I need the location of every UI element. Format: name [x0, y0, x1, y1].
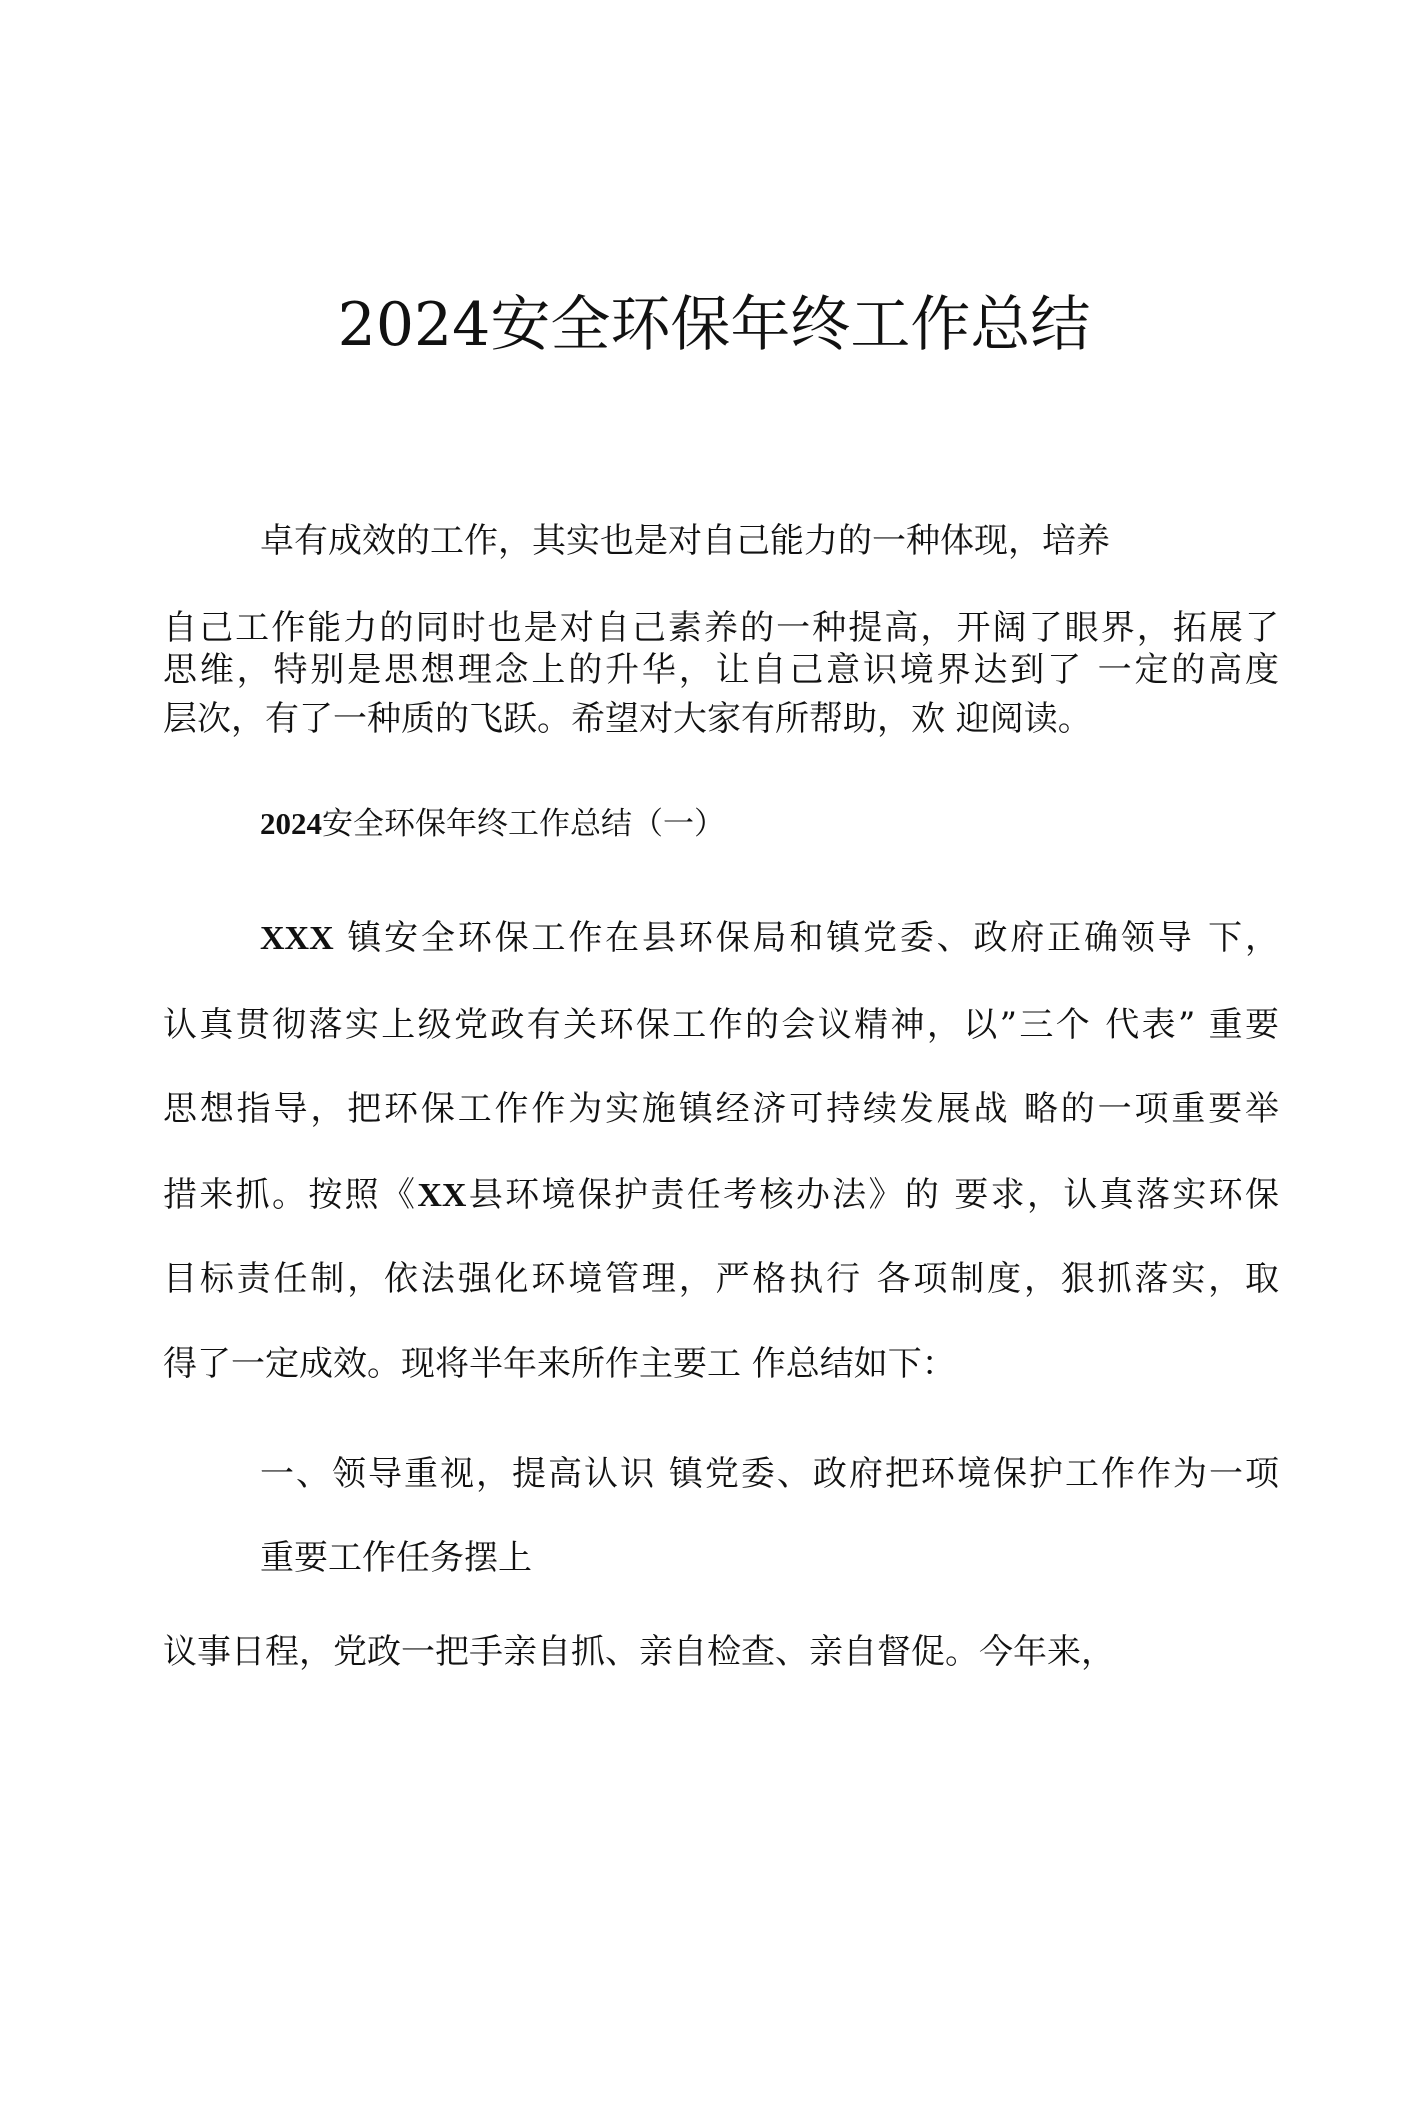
- point-line: 重要工作任务摆上: [260, 1538, 532, 1578]
- body-line: 思想指导，把环保工作作为实施镇经济可持续发展战 略的一项重要举: [163, 1089, 1279, 1129]
- body-line: 目标责任制，依法强化环境管理，严格执行 各项制度，狠抓落实，取: [163, 1259, 1279, 1299]
- heading-year: 2024: [260, 806, 322, 841]
- document-title: 2024安全环保年终工作总结: [337, 290, 1091, 360]
- body-line: 认真贯彻落实上级党政有关环保工作的会议精神，以”三个 代表” 重要: [163, 1005, 1279, 1045]
- intro-line: 卓有成效的工作，其实也是对自己能力的一种体现，培养: [260, 521, 1110, 561]
- body-bold: XXX: [260, 920, 334, 957]
- body-line: [260, 918, 1279, 959]
- body-line: [163, 1175, 1279, 1216]
- body-bold: XX: [417, 1177, 467, 1214]
- point-line: 一、领导重视，提高认识 镇党委、政府把环境保护工作作为一项: [260, 1454, 1279, 1494]
- heading-text: 安全环保年终工作总结（一）: [322, 806, 725, 842]
- body-text: 县环境保护责任考核办法》的 要求，认真落实环保: [466, 1175, 1280, 1215]
- section-heading: [260, 804, 1279, 844]
- point-line: 议事日程，党政一把手亲自抓、亲自检查、亲自督促。今年来，: [163, 1632, 1115, 1672]
- intro-line: 思维，特别是思想理念上的升华，让自己意识境界达到了 一定的高度: [163, 650, 1279, 690]
- intro-line: 自己工作能力的同时也是对自己素养的一种提高，开阔了眼界，拓展了: [163, 608, 1279, 648]
- body-text: 措来抓。按照《: [163, 1175, 418, 1215]
- intro-line: 层次，有了一种质的飞跃。希望对大家有所帮助，欢 迎阅读。: [163, 699, 1092, 739]
- body-line: 得了一定成效。现将半年来所作主要工 作总结如下：: [163, 1344, 956, 1384]
- body-text: 镇安全环保工作在县环保局和镇党委、政府正确领导 下，: [347, 918, 1280, 958]
